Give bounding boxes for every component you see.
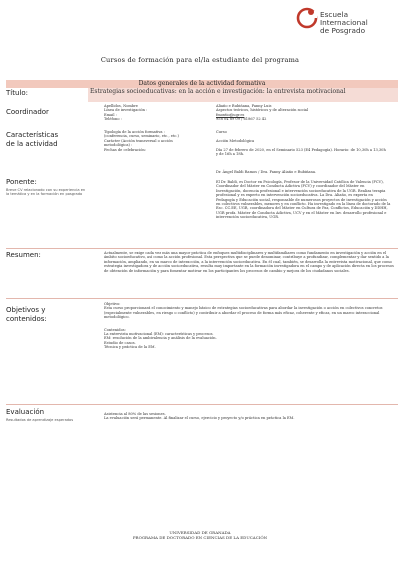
field-telefono: Teléfono :	[104, 117, 122, 122]
caracteristicas-values	[216, 130, 386, 156]
logo-line-2: Internacional	[320, 18, 368, 27]
divider	[6, 404, 398, 405]
ponente-cv: El Dr. Baldi, es Doctor en Psicología, Profesor de la Universidad Católica de Valencia (FCV), Coordinador del Máster en Conducta Adictiva (FCV) y coordinador del Máster en Investigación, docencia profesional e intervención socioeducativa de la UGR. Realiza terapia profesional y es experto en intervención socioeducativa. La Dra. Aliaño, es experta en Pedagogía y Educación social, responsable de numerosos proyectos de investigación y acción en colectivos vulnerables, menores y en conflicto. Ha investigado en la línea de doctorado de la Esc. CC.EE, UGR, coordinadora del Máster en Cultura de Paz, Conflictos, Educación y DDHH, UGR profa. Máster de Conducta Adictiva, UCV y en el Máster en Inv. desarrollo profesional e intervención socioeducativa, UGR.	[216, 180, 391, 220]
footer-line-2: PROGRAMA DE DOCTORADO EN CIENCIAS DE LA EDUCACIÓN	[132, 535, 268, 541]
value-telefono: 958 04 89 09 / 61867 52 42	[216, 117, 267, 122]
divider	[6, 248, 398, 249]
field-tipologia: Tipología de la acción formativa :	[104, 130, 165, 134]
objetivos-block	[104, 302, 394, 350]
divider	[6, 298, 398, 299]
objetivos-label-1: Objetivos y	[6, 306, 46, 314]
field-email: Email :	[104, 112, 117, 117]
value-fechas: Día 27 de febrero de 2020, en el Seminario 523 (E4 Pedagogía). Horario: de 10,30h a 13,30h y de 16h a 18h.	[216, 147, 386, 156]
field-linea: Línea de investigación :	[104, 108, 148, 113]
evaluacion-text	[104, 412, 394, 421]
contenido-item: Estudio de casos.	[104, 340, 136, 345]
footer-line-1: UNIVERSIDAD DE GRANADA	[169, 530, 231, 535]
evaluacion-sub: Resultados de aprendizaje esperados	[6, 418, 74, 422]
contenidos-title: Contenidos:	[104, 327, 126, 332]
value-tipologia: Curso	[216, 130, 227, 134]
logo-line-1: Escuela	[320, 10, 349, 19]
section-header: Datos generales de la actividad formativa	[6, 80, 398, 88]
coordinador-label: Coordinador	[6, 108, 49, 116]
value-linea: Aspectos teóricos, históricos y de alteración social	[216, 108, 309, 113]
escuela-posgrado-logo	[296, 6, 388, 50]
contenido-item: La entrevista motivacional (EM): características y procesos.	[104, 332, 214, 337]
caracteristicas-label	[6, 131, 58, 149]
coordinador-values	[216, 104, 386, 122]
value-caracter: Acción Metodológica	[216, 138, 255, 143]
evaluacion-line: La evaluación será permanente. Al finalizar el curso, ejercicio y proyecto y/o práctica en práctica la EM.	[104, 416, 295, 421]
titulo-value: Estrategias socioeducativas: en la acción e investigación: la entrevista motivacional	[90, 88, 346, 95]
resumen-label: Resumen:	[6, 251, 41, 259]
logo-line-3: de Posgrado	[320, 26, 366, 35]
caracteristicas-label-1: Características	[6, 131, 59, 139]
resumen-text: Actualmente, se exige cada vez más una mayor práctica de enfoques multidisciplinares y multifamiliares como fundamento en investigación y acción en el ámbito socioeducativo, así como la acción profesional. Esta perspectiva que se puede denominar, contribuye a profundizar, complementar y dar sentido a la información, ampliando, en su marco de interacción, a la intervención socioeducativa. En él cual, también, se desarrolla la entrevista motivacional, que como estrategia investigadora y de acción socioeducativa, resulta muy importante en la formación investigadora en el campo y de aplicación directa en los procesos de obtención de información y para fomentar motivar en los participantes los procesos de cambio y mejora de los ciudadanos sociales.	[104, 251, 394, 273]
field-caracter: Carácter (Acción transversal o acción	[104, 138, 173, 143]
document-title: Cursos de formación para el/la estudiante del programa	[100, 56, 300, 64]
ponente-label: Ponente:	[6, 178, 37, 186]
objetivo-title: Objetivo:	[104, 302, 121, 306]
objetivos-label-2: contenidos:	[6, 315, 47, 323]
field-fechas: Fechas de celebración:	[104, 147, 146, 152]
footer	[0, 530, 400, 540]
field-tipologia-hint: (conferencia, curso, seminario, etc., etc.)	[104, 134, 179, 139]
field-caracter-2: metodológica) :	[104, 143, 133, 148]
logo-mark-icon	[296, 6, 318, 30]
titulo-label: Título:	[6, 89, 28, 97]
coordinador-fields	[104, 104, 214, 122]
objetivo-text: Esta curso proporcionará el conocimiento y manejo básico de estrategias socioeducativas para abordar la investigación o acción en colectivos concretos (especialmente vulnerables, en riesgo o conflicto) y contribuir a abordar el proceso de forma más eficaz, coherente y eficaz, en un marco interaccional metodológico.	[104, 306, 383, 320]
caracteristicas-fields	[104, 130, 214, 152]
ponente-sub: Breve CV relacionado con su experiencia en la temática y en la formación en posgrado	[6, 188, 86, 197]
objetivos-label	[6, 306, 47, 324]
value-email-link[interactable]: fmoxtio@ugr.es	[216, 112, 245, 117]
ponente-names: Dr. Ángel Baldi Ramos / Dra. Fanny Aliaño e Rubiñana.	[216, 170, 317, 174]
field-nombre: Apellidos, Nombre	[104, 104, 138, 108]
value-nombre: Aliaño e Rubiñana, Fanny Luis	[216, 104, 272, 108]
evaluacion-line: Asistencia al 80% de las sesiones.	[104, 412, 166, 416]
contenido-item: Técnica y práctica de la EM.	[104, 345, 156, 350]
evaluacion-label: Evaluación	[6, 408, 45, 416]
contenido-item: EM: resolución de la ambivalencia y análisis de la evaluación.	[104, 336, 217, 341]
caracteristicas-label-2: de la actividad	[6, 140, 58, 148]
